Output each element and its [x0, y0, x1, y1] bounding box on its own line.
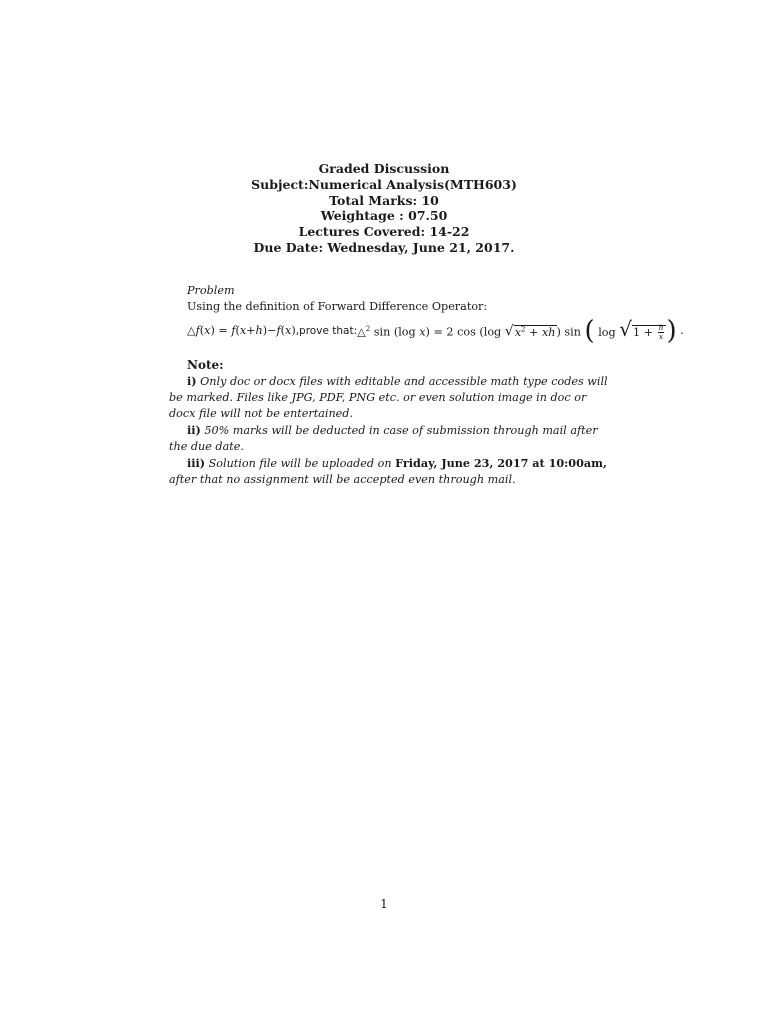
note-item-3-num: iii) [187, 456, 206, 470]
document-body [169, 283, 684, 488]
note-item-2-num: ii) [187, 423, 201, 437]
doc-due-date: Due Date: Wednesday, June 21, 2017. [253, 239, 515, 255]
note-item-3-text-a: Solution file will be uploaded on [208, 457, 392, 470]
doc-weightage: Weightage : 07.50 [320, 208, 448, 224]
note-item-1-num: i) [187, 374, 197, 388]
note-item-1-text: Only doc or docx files with editable and accessible math type codes will be marked. Files like JPG, PDF, PNG etc. or even solution image in doc or docx file will not be entertained. [169, 375, 608, 420]
note-item-3-text-b: after that no assignment will be accepted even through mail. [169, 473, 516, 486]
problem-formula: △f(x) = f(x+h)−f(x) ,prove that: △$^2$ sin (log x) = 2 cos (log $√x^2 + xh$) sin ( log √1 + $\frac{h}{x}$ ) . [187, 316, 684, 346]
note-item-1 [169, 373, 609, 422]
note-item-3-bold: Friday, June 23, 2017 at 10:00am, [395, 456, 607, 470]
page-number: 1 [380, 897, 388, 911]
doc-subject: Subject:Numerical Analysis(MTH603) [251, 176, 517, 192]
note-item-3 [169, 455, 609, 488]
note-title: Note: [187, 358, 224, 372]
doc-title: Graded Discussion [318, 161, 450, 176]
note-item-2-text: 50% marks will be deducted in case of submission through mail after the due date. [169, 424, 598, 453]
document-header [0, 161, 768, 256]
problem-intro: Using the definition of Forward Difference Operator: [187, 300, 488, 313]
doc-lectures: Lectures Covered: 14-22 [298, 224, 470, 240]
doc-total-marks: Total Marks: 10 [329, 192, 439, 208]
prove-text: ,prove that: [295, 325, 358, 337]
note-item-2 [169, 422, 609, 455]
problem-label: Problem [187, 284, 235, 297]
